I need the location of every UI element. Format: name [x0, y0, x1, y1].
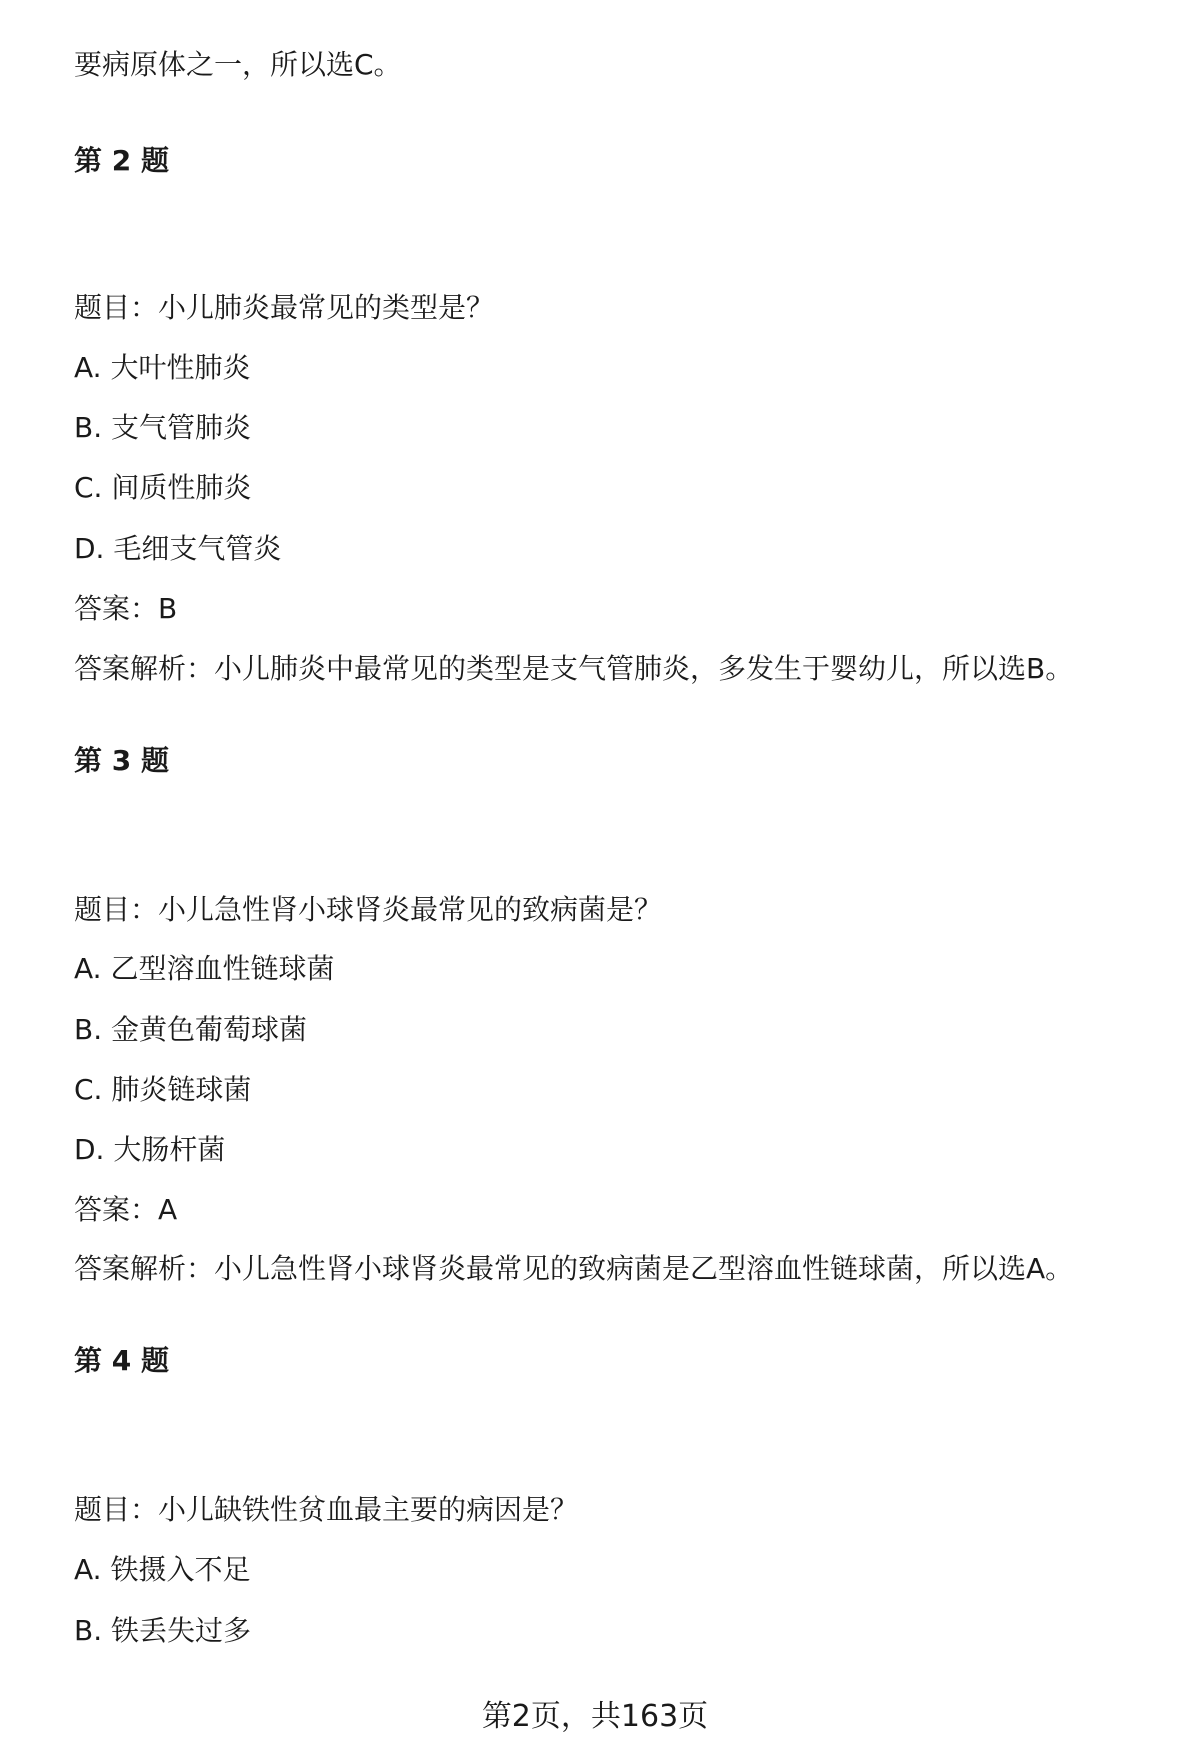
- page-footer: 第2页，共163页: [481, 1699, 709, 1734]
- question-stem: 题目：小儿肺炎最常见的类型是？: [74, 291, 495, 324]
- option-b: B. 铁丢失过多: [74, 1614, 252, 1647]
- answer: 答案：A: [74, 1193, 178, 1226]
- option-a: A. 大叶性肺炎: [74, 351, 251, 384]
- option-b: B. 金黄色葡萄球菌: [74, 1013, 308, 1046]
- option-c: C. 间质性肺炎: [74, 471, 252, 504]
- question-heading: 第 4 题: [74, 1344, 169, 1377]
- question-heading: 第 2 题: [74, 144, 169, 177]
- option-a: A. 乙型溶血性链球菌: [74, 952, 335, 985]
- option-a: A. 铁摄入不足: [74, 1553, 251, 1586]
- answer-analysis: 答案解析：小儿急性肾小球肾炎最常见的致病菌是乙型溶血性链球菌，所以选A。: [74, 1252, 1074, 1285]
- question-heading: 第 3 题: [74, 744, 169, 777]
- question-stem: 题目：小儿急性肾小球肾炎最常见的致病菌是？: [74, 893, 663, 926]
- option-d: D. 毛细支气管炎: [74, 532, 282, 565]
- option-b: B. 支气管肺炎: [74, 411, 252, 444]
- option-d: D. 大肠杆菌: [74, 1133, 226, 1166]
- answer-analysis: 答案解析：小儿肺炎中最常见的类型是支气管肺炎，多发生于婴幼儿，所以选B。: [74, 652, 1074, 685]
- question-stem: 题目：小儿缺铁性贫血最主要的病因是？: [74, 1493, 579, 1526]
- option-c: C. 肺炎链球菌: [74, 1073, 252, 1106]
- previous-analysis-tail: 要病原体之一，所以选C。: [74, 48, 402, 81]
- answer: 答案：B: [74, 592, 178, 625]
